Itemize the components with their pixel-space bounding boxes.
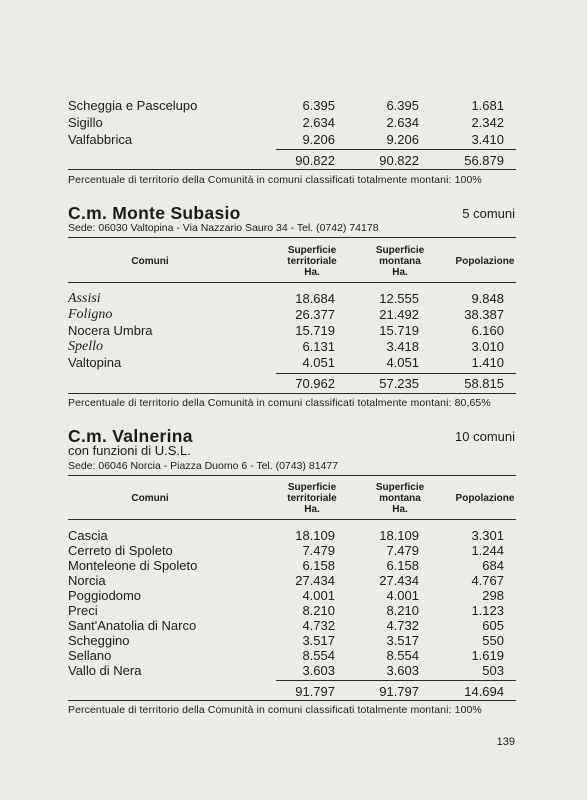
totals-rule [276,680,516,681]
sup-montana-value: 6.395 [386,98,419,113]
table-row [0,648,587,664]
sup-montana-value: 3.418 [386,339,419,354]
table-row [0,543,587,559]
table-row [0,528,587,544]
sup-montana-value: 21.492 [379,307,419,322]
table-row [0,307,587,323]
total-popolazione: 58.815 [464,376,504,391]
sup-montana-value: 4.001 [386,588,419,603]
popolazione-value: 38.387 [464,307,504,322]
col-header-comuni: Comuni [131,256,169,267]
table-row [0,323,587,339]
totals-row [0,376,587,392]
section-title: C.m. Valnerina [68,426,193,446]
sup-territoriale-value: 6.395 [302,98,335,113]
sede-address: Sede: 06046 Norcia - Piazza Duomo 6 - Tel. (0743) 81477 [68,460,339,472]
popolazione-value: 298 [482,588,504,603]
sup-territoriale-value: 8.554 [302,648,335,663]
section-subtitle: con funzioni di U.S.L. [68,443,191,458]
sup-montana-value: 18.109 [379,528,419,543]
page-number: 139 [496,736,515,748]
percent-note: Percentuale di territorio della Comunità in comuni classificati totalmente montani: 100% [68,174,482,186]
sup-territoriale-value: 3.517 [302,633,335,648]
popolazione-value: 2.342 [471,115,504,130]
comune-name: Sigillo [68,115,103,130]
sup-montana-value: 9.206 [386,132,419,147]
sup-montana-value: 8.554 [386,648,419,663]
sup-territoriale-value: 6.158 [302,558,335,573]
table-row [0,98,587,114]
comune-name: Vallo di Nera [68,663,142,678]
popolazione-value: 3.010 [471,339,504,354]
comune-name: Norcia [68,573,106,588]
table-row [0,115,587,131]
popolazione-value: 550 [482,633,504,648]
comune-name: Poggiodomo [68,588,141,603]
comuni-count: 5 comuni [462,206,515,221]
sup-territoriale-value: 7.479 [302,543,335,558]
percent-note: Percentuale di territorio della Comunità in comuni classificati totalmente montani: 80,65% [68,397,491,409]
sup-montana-value: 12.555 [379,291,419,306]
col-header-sup-territoriale: Superficie territoriale Ha. [287,482,337,515]
sup-territoriale-value: 3.603 [302,663,335,678]
sup-territoriale-value: 2.634 [302,115,335,130]
section-title: C.m. Monte Subasio [68,203,241,223]
table-row [0,132,587,148]
header-top-rule [68,237,516,238]
sup-territoriale-value: 9.206 [302,132,335,147]
popolazione-value: 1.681 [471,98,504,113]
total-popolazione: 14.694 [464,684,504,699]
comune-name: Nocera Umbra [68,323,153,338]
totals-row [0,684,587,700]
table-row [0,633,587,649]
total-sup-montana: 57.235 [379,376,419,391]
comune-name: Scheggia e Pascelupo [68,98,198,113]
total-popolazione: 56.879 [464,153,504,168]
popolazione-value: 6.160 [471,323,504,338]
comune-name: Foligno [68,307,113,322]
popolazione-value: 3.410 [471,132,504,147]
popolazione-value: 9.848 [471,291,504,306]
sup-territoriale-value: 15.719 [295,323,335,338]
comune-name: Sant'Anatolia di Narco [68,618,197,633]
col-header-sup-territoriale: Superficie territoriale Ha. [287,245,337,278]
sup-territoriale-value: 26.377 [295,307,335,322]
popolazione-value: 1.244 [471,543,504,558]
popolazione-value: 1.123 [471,603,504,618]
sup-territoriale-value: 4.732 [302,618,335,633]
sup-territoriale-value: 18.684 [295,291,335,306]
table-row [0,291,587,307]
sede-address: Sede: 06030 Valtopina - Via Nazzario Sauro 34 - Tel. (0742) 74178 [68,222,379,234]
percent-note: Percentuale di territorio della Comunità in comuni classificati totalmente montani: 100% [68,704,482,716]
total-sup-montana: 91.797 [379,684,419,699]
sup-territoriale-value: 4.001 [302,588,335,603]
comune-name: Valfabbrica [68,132,133,147]
sup-montana-value: 6.158 [386,558,419,573]
table-row [0,663,587,679]
sup-territoriale-value: 18.109 [295,528,335,543]
table-row [0,603,587,619]
comune-name: Cerreto di Spoleto [68,543,173,558]
header-top-rule [68,475,516,476]
section-rule [68,169,516,170]
totals-rule [276,149,516,150]
col-header-sup-montana: Superficie montana Ha. [375,482,425,515]
popolazione-value: 3.301 [471,528,504,543]
col-header-comuni: Comuni [131,493,169,504]
comune-name: Sellano [68,648,112,663]
table-row [0,339,587,355]
col-header-popolazione: Popolazione [455,256,515,267]
total-sup-territoriale: 90.822 [295,153,335,168]
sup-montana-value: 3.603 [386,663,419,678]
sup-territoriale-value: 4.051 [302,355,335,370]
col-header-popolazione: Popolazione [455,493,515,504]
table-row [0,588,587,604]
sup-montana-value: 4.051 [386,355,419,370]
total-sup-territoriale: 91.797 [295,684,335,699]
popolazione-value: 1.619 [471,648,504,663]
popolazione-value: 1.410 [471,355,504,370]
sup-territoriale-value: 27.434 [295,573,335,588]
popolazione-value: 503 [482,663,504,678]
section-rule [68,700,516,701]
total-sup-territoriale: 70.962 [295,376,335,391]
popolazione-value: 684 [482,558,504,573]
sup-montana-value: 15.719 [379,323,419,338]
table-row [0,573,587,589]
sup-montana-value: 2.634 [386,115,419,130]
table-row [0,558,587,574]
total-sup-montana: 90.822 [379,153,419,168]
sup-montana-value: 8.210 [386,603,419,618]
sup-montana-value: 7.479 [386,543,419,558]
totals-rule [276,373,516,374]
sup-montana-value: 3.517 [386,633,419,648]
comuni-count: 10 comuni [455,429,515,444]
section-rule [68,393,516,394]
comune-name: Assisi [68,291,101,306]
sup-montana-value: 4.732 [386,618,419,633]
sup-territoriale-value: 6.131 [302,339,335,354]
table-row [0,618,587,634]
table-row [0,355,587,371]
comune-name: Cascia [68,528,108,543]
popolazione-value: 605 [482,618,504,633]
comune-name: Preci [68,603,98,618]
comune-name: Scheggino [68,633,130,648]
sup-montana-value: 27.434 [379,573,419,588]
popolazione-value: 4.767 [471,573,504,588]
sup-territoriale-value: 8.210 [302,603,335,618]
comune-name: Valtopina [68,355,122,370]
comune-name: Spello [68,339,103,354]
header-bottom-rule [68,519,516,520]
totals-row [0,153,587,169]
col-header-sup-montana: Superficie montana Ha. [375,245,425,278]
header-bottom-rule [68,282,516,283]
comune-name: Monteleone di Spoleto [68,558,198,573]
